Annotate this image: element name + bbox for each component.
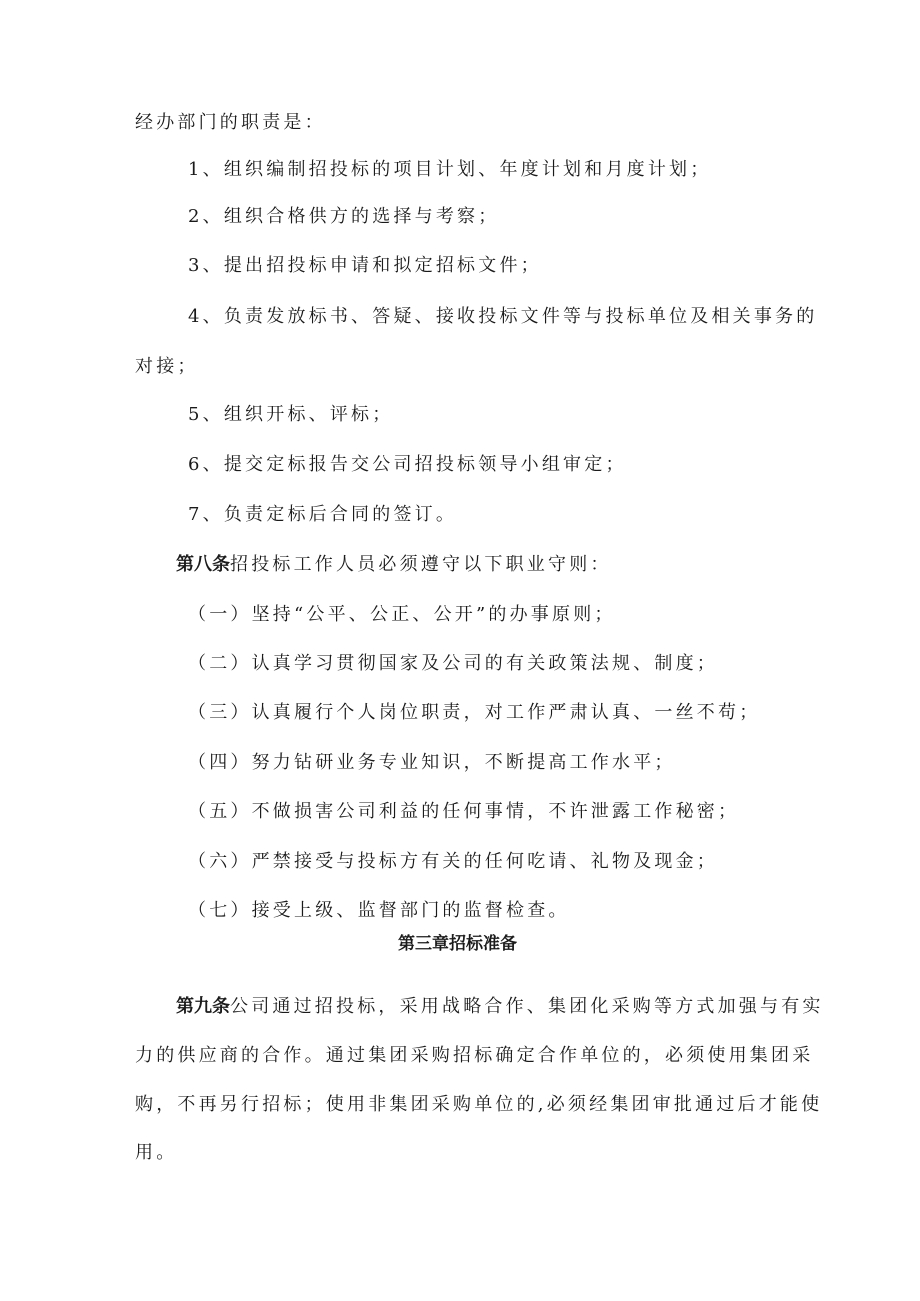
rule-item-3: （三）认真履行个人岗位职责，对工作严肃认真、一丝不苟； [188,702,761,723]
duty-item-5: 5、组织开标、评标； [188,404,394,425]
article-8-text: 招投标工作人员必须遵守以下职业守则： [230,554,612,575]
rule-item-5: （五）不做损害公司利益的任何事情，不许泄露工作秘密； [188,801,740,822]
rule-item-7: （七）接受上级、监督部门的监督检查。 [188,900,570,921]
duty-item-2: 2、组织合格供方的选择与考察； [188,206,500,227]
duty-item-7: 7、负责定标后合同的签订。 [188,504,458,525]
article-8 [176,553,612,577]
duty-item-6: 6、提交定标报告交公司招投标领导小组审定； [188,454,627,475]
article-9-line-3: 购，不再另行招标；使用非集团采购单位的,必须经集团审批通过后才能使 [135,1094,823,1115]
rule-item-2: （二）认真学习贯彻国家及公司的有关政策法规、制度； [188,653,718,674]
rule-item-4: （四）努力钻研业务专业知识，不断提高工作水平； [188,752,676,773]
duty-item-3: 3、提出招投标申请和拟定招标文件； [188,255,542,276]
article-9-text-1: 公司通过招投标，采用战略合作、集团化采购等方式加强与有实 [230,996,824,1017]
duty-item-1: 1、组织编制招投标的项目计划、年度计划和月度计划； [188,159,712,180]
chapter-title: 第三章招标准备 [398,934,517,954]
article-9-line-4: 用。 [135,1142,178,1163]
duties-intro: 经办部门的职责是： [135,112,326,133]
duty-item-4-continued: 对接； [135,356,199,377]
rule-item-6: （六）严禁接受与投标方有关的任何吃请、礼物及现金； [188,851,718,872]
article-9-line-2: 力的供应商的合作。通过集团采购招标确定合作单位的，必须使用集团采 [135,1045,814,1066]
article-8-label: 第八条 [176,554,230,575]
rule-item-1: （一）坚持“公平、公正、公开”的办事原则； [188,604,616,625]
duty-item-4: 4、负责发放标书、答疑、接收投标文件等与投标单位及相关事务的 [188,306,818,327]
article-9-label: 第九条 [176,996,230,1017]
article-9-line-1 [176,995,824,1019]
